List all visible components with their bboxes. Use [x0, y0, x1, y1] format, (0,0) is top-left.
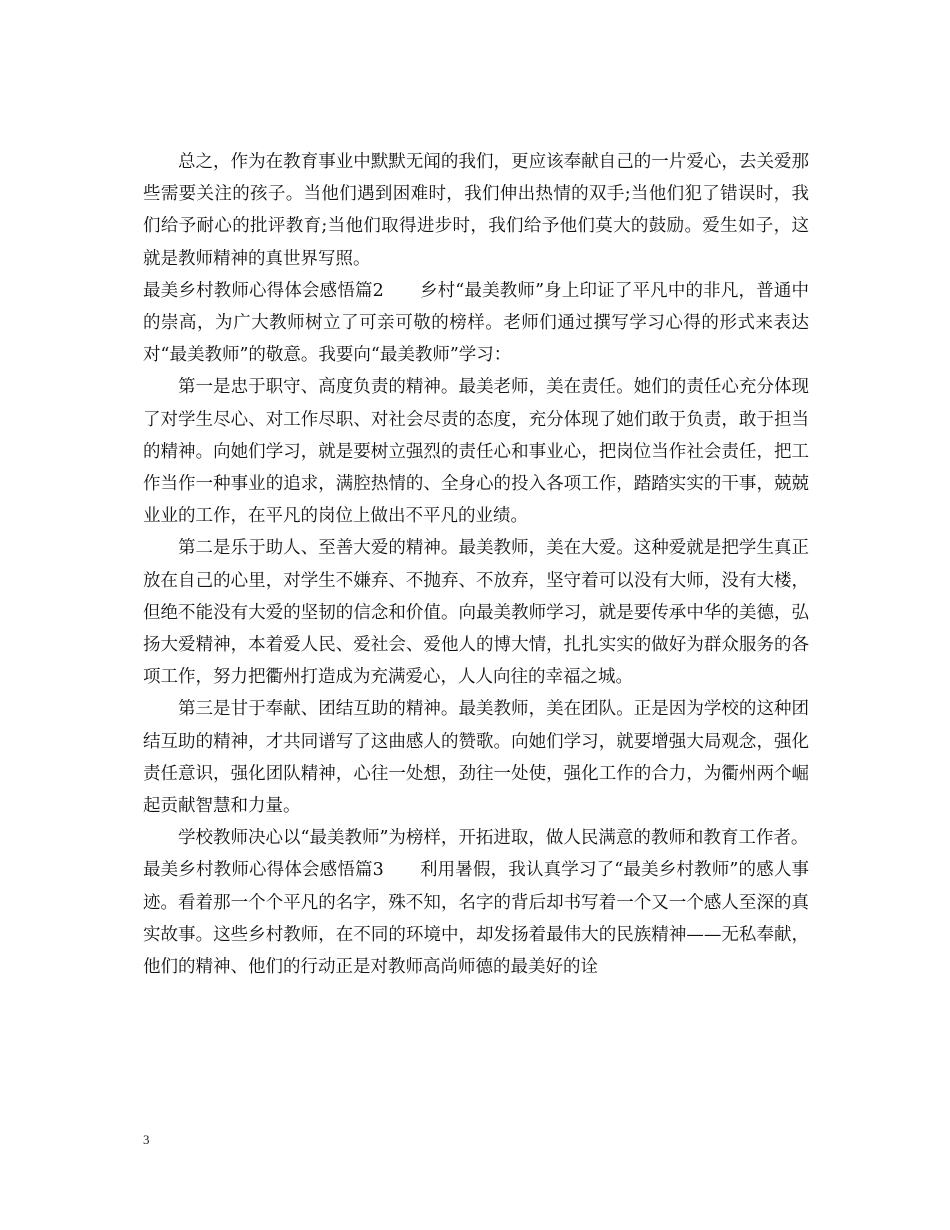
paragraph-second-spirit: 第二是乐于助人、至善大爱的精神。最美教师，美在大爱。这种爱就是把学生真正放在自己的心里，对学生不嫌弃、不抛弃、不放弃，坚守着可以没有大师，没有大楼，但绝不能没有大爱的坚韧的信念和价值。向最美教师学习，就是要传承中华的美德，弘扬大爱精神，本着爱人民、爱社会、爱他人的博大情，扎扎实实的做好为群众服务的各项工作，努力把衢州打造成为充满爱心，人人向往的幸福之城。	[143, 538, 809, 688]
page-number: 3	[143, 1132, 150, 1147]
section-2-intro-text: 乡村“最美教师”身上印证了平凡中的非凡，普通中的崇高，为广大教师树立了可亲可敬的榜样。老师们通过撰写学习心得的形式来表达对“最美教师”的敬意。我要向“最美教师”学习：	[143, 280, 809, 366]
paragraph-third-spirit: 第三是甘于奉献、团结互助的精神。最美教师，美在团队。正是因为学校的这种团结互助的精神，才共同谱写了这曲感人的赞歌。向她们学习，就要增强大局观念，强化责任意识，强化团队精神，心往一处想，劲往一处使，强化工作的合力，为衢州两个崛起贡献智慧和力量。	[143, 699, 809, 817]
paragraph-section-3-intro	[143, 854, 809, 983]
section-heading-3: 最美乡村教师心得体会感悟篇3	[143, 860, 384, 881]
paragraph-conclusion: 总之，作为在教育事业中默默无闻的我们，更应该奉献自己的一片爱心，去关爱那些需要关注的孩子。当他们遇到困难时，我们伸出热情的双手;当他们犯了错误时，我们给予耐心的批评教育;当他们取得进步时，我们给予他们莫大的鼓励。爱生如子，这就是教师精神的真世界写照。	[143, 152, 809, 269]
page-body	[143, 146, 809, 983]
section-heading-2: 最美乡村教师心得体会感悟篇2	[143, 280, 384, 301]
paragraph-section-2-intro	[143, 275, 809, 372]
paragraph-first-spirit: 第一是忠于职守、高度负责的精神。最美老师，美在责任。她们的责任心充分体现了对学生尽心、对工作尽职、对社会尽责的态度，充分体现了她们敢于负责，敢于担当的精神。向她们学习，就是要树立强烈的责任心和事业心，把岗位当作社会责任，把工作当作一种事业的追求，满腔热情的、全身心的投入各项工作，踏踏实实的干事，兢兢业业的工作，在平凡的岗位上做出不平凡的业绩。	[143, 377, 809, 527]
section-3-intro-text: 利用暑假，我认真学习了“最美乡村教师”的感人事迹。看着那一个个平凡的名字，殊不知，名字的背后却书写着一个又一个感人至深的真实故事。这些乡村教师，在不同的环境中，却发扬着最伟大的民族精神——无私奉献，他们的精神、他们的行动正是对教师高尚师德的最美好的诠	[143, 860, 809, 978]
paragraph-resolution: 学校教师决心以“最美教师”为榜样，开拓进取，做人民满意的教师和教育工作者。	[178, 828, 809, 849]
